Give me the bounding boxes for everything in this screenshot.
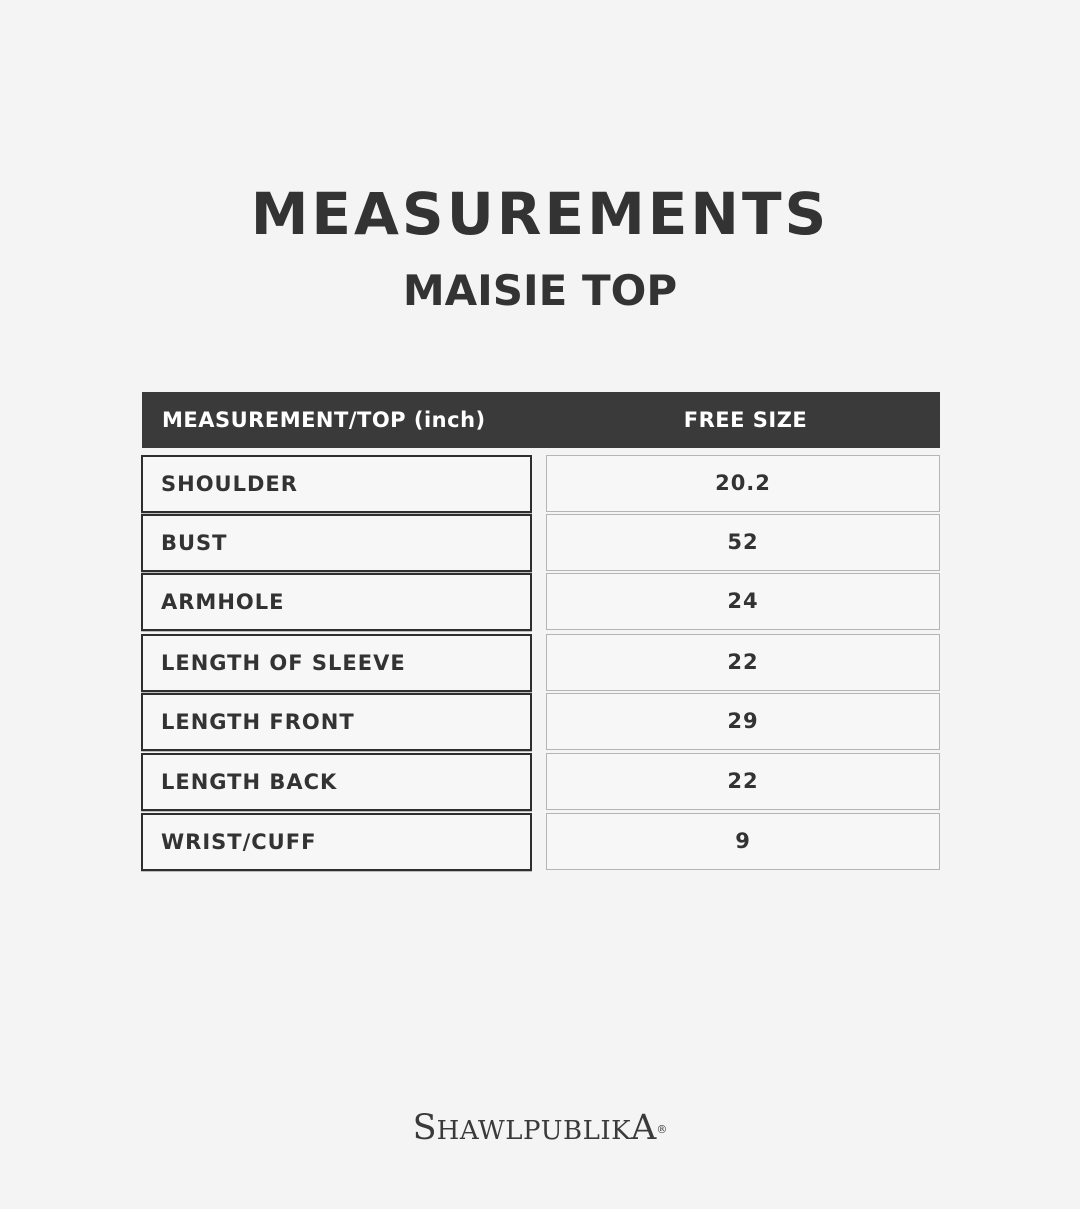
measurement-value: 29 bbox=[727, 709, 759, 733]
measurement-label: SHOULDER bbox=[161, 472, 298, 496]
table-row bbox=[141, 514, 941, 572]
header-free-size: FREE SIZE bbox=[683, 408, 808, 432]
measurement-label-cell bbox=[141, 634, 532, 692]
measurement-value-cell bbox=[546, 753, 940, 810]
measurement-value-cell bbox=[546, 634, 940, 691]
measurement-value-cell bbox=[546, 693, 940, 750]
measurement-label-cell bbox=[141, 573, 532, 631]
table-row bbox=[141, 573, 941, 631]
table-row bbox=[141, 813, 941, 871]
measurement-value: 24 bbox=[727, 589, 759, 613]
measurement-value: 22 bbox=[727, 769, 759, 793]
table-row bbox=[141, 634, 941, 692]
measurement-value-cell bbox=[546, 813, 940, 870]
measurement-label-cell bbox=[141, 753, 532, 811]
measurement-label-cell bbox=[141, 455, 532, 513]
table-header bbox=[142, 392, 940, 448]
table-row bbox=[141, 455, 941, 513]
measurement-value-cell bbox=[546, 573, 940, 630]
measurement-value-cell bbox=[546, 455, 940, 512]
table-row bbox=[141, 693, 941, 751]
measurement-label: LENGTH BACK bbox=[161, 770, 338, 794]
measurement-label: LENGTH FRONT bbox=[161, 710, 355, 734]
measurement-label-cell bbox=[141, 813, 532, 871]
measurement-value: 22 bbox=[727, 650, 759, 674]
measurement-label: LENGTH OF SLEEVE bbox=[161, 651, 406, 675]
measurement-label: BUST bbox=[161, 531, 228, 555]
measurement-value: 9 bbox=[735, 829, 751, 853]
measurement-value: 52 bbox=[727, 530, 759, 554]
header-measurement: MEASUREMENT/TOP (inch) bbox=[162, 408, 486, 432]
brand-logo bbox=[0, 1106, 1080, 1153]
brand-wordmark: SHAWLPUBLIKA® bbox=[412, 1108, 668, 1148]
measurement-value: 20.2 bbox=[715, 471, 771, 495]
page-title: MEASUREMENTS bbox=[250, 180, 830, 248]
measurement-label-cell bbox=[141, 693, 532, 751]
measurement-value-cell bbox=[546, 514, 940, 571]
registered-mark: ® bbox=[656, 1123, 668, 1136]
measurement-label-cell bbox=[141, 514, 532, 572]
table-row bbox=[141, 753, 941, 811]
product-name: MAISIE TOP bbox=[402, 266, 678, 315]
measurement-label: ARMHOLE bbox=[161, 590, 285, 614]
measurement-label: WRIST/CUFF bbox=[161, 830, 317, 854]
